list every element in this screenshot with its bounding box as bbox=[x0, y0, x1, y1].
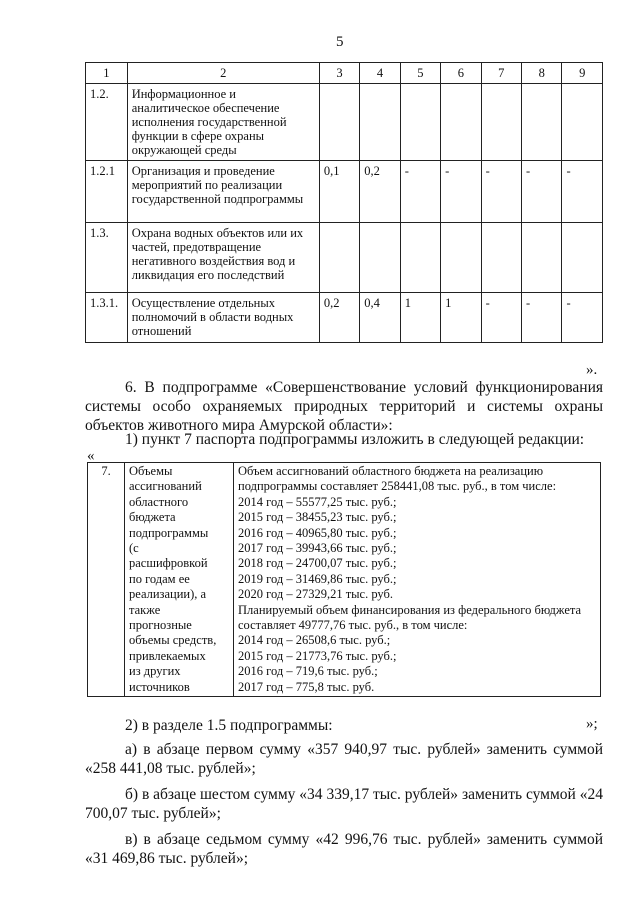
row-value bbox=[441, 84, 481, 161]
row-value: 0,2 bbox=[319, 293, 359, 343]
row-value bbox=[522, 223, 562, 293]
closing-quote: ». bbox=[586, 362, 598, 378]
item-name-line: расшифровкой bbox=[129, 556, 208, 571]
item-name-line: подпрограммы bbox=[129, 525, 209, 540]
item-b: б) в абзаце шестом сумму «34 339,17 тыс. рублей» заменить суммой «24 700,07 тыс. рублей»; bbox=[85, 786, 603, 822]
table-header-row bbox=[86, 63, 603, 84]
row-value bbox=[562, 84, 603, 161]
item-name-line: по годам ее bbox=[129, 571, 190, 586]
item-value-line: составляет 49777,76 тыс. руб., в том числе: bbox=[238, 618, 468, 633]
header-cell: 5 bbox=[400, 63, 440, 84]
item-name-line: реализации), а bbox=[129, 587, 207, 602]
row-value: - bbox=[522, 293, 562, 343]
program-indicators-table bbox=[85, 62, 603, 343]
row-value: - bbox=[400, 161, 440, 223]
row-value bbox=[360, 223, 400, 293]
item-value-line: 2015 год – 21773,76 тыс. руб.; bbox=[238, 648, 397, 663]
item-name-line: Объемы bbox=[129, 464, 173, 478]
item-name-line: объемы средств, bbox=[129, 633, 217, 648]
table-row bbox=[86, 293, 603, 343]
row-value: - bbox=[441, 161, 481, 223]
item-value-line: 2020 год – 27329,21 тыс. руб. bbox=[238, 587, 394, 602]
page-number: 5 bbox=[336, 34, 344, 50]
item-value-line: 2019 год – 31469,86 тыс. руб.; bbox=[238, 571, 397, 586]
row-number: 1.2.1 bbox=[86, 161, 128, 223]
item-value-line: 2015 год – 38455,23 тыс. руб.; bbox=[238, 510, 397, 525]
passport-item-table bbox=[87, 462, 601, 697]
item-name-line: ассигнований bbox=[129, 479, 202, 494]
header-cell: 3 bbox=[319, 63, 359, 84]
item-value-line: 2014 год – 26508,6 тыс. руб.; bbox=[238, 633, 391, 648]
table-row bbox=[88, 463, 601, 697]
row-value bbox=[562, 223, 603, 293]
row-value: - bbox=[481, 293, 521, 343]
item-name-cell bbox=[125, 463, 234, 697]
item-2: 2) в разделе 1.5 подпрограммы: bbox=[125, 717, 333, 734]
item-name-line: областного bbox=[129, 494, 189, 509]
row-number: 1.2. bbox=[86, 84, 128, 161]
row-value bbox=[522, 84, 562, 161]
item-value-line: Планируемый объем финансирования из федерального бюджета bbox=[238, 602, 582, 617]
item-1: 1) пункт 7 паспорта подпрограммы изложить в следующей редакции: bbox=[125, 431, 585, 448]
header-cell: 2 bbox=[127, 63, 319, 84]
paragraph-6: 6. В подпрограмме «Совершенствование условий функционирования системы особо охраняемых природных территорий и системы охраны объектов животного мира Амурской области»: bbox=[85, 379, 603, 434]
header-cell: 6 bbox=[441, 63, 481, 84]
item-number: 7. bbox=[88, 463, 125, 697]
row-value bbox=[319, 84, 359, 161]
header-cell: 7 bbox=[481, 63, 521, 84]
item-value-line: 2016 год – 719,6 тыс. руб.; bbox=[238, 664, 378, 679]
header-cell: 4 bbox=[360, 63, 400, 84]
closing-quote: »; bbox=[586, 716, 598, 732]
row-name: Организация и проведение мероприятий по реализации государственной подпрограммы bbox=[127, 161, 319, 223]
row-name: Осуществление отдельных полномочий в области водных отношений bbox=[127, 293, 319, 343]
item-name-line: источников bbox=[129, 679, 190, 694]
item-value-line: 2017 год – 775,8 тыс. руб. bbox=[238, 679, 375, 694]
row-value bbox=[400, 84, 440, 161]
row-value: - bbox=[481, 161, 521, 223]
row-value: - bbox=[562, 161, 603, 223]
row-number: 1.3. bbox=[86, 223, 128, 293]
item-name-line: также bbox=[129, 602, 161, 617]
item-value-line: подпрограммы составляет 258441,08 тыс. руб., в том числе: bbox=[238, 479, 557, 494]
header-cell: 8 bbox=[522, 63, 562, 84]
item-a: а) в абзаце первом сумму «357 940,97 тыс. рублей» заменить суммой «258 441,08 тыс. рублей»; bbox=[85, 741, 603, 777]
table-row bbox=[86, 84, 603, 161]
opening-quote: « bbox=[87, 448, 95, 464]
row-value bbox=[481, 223, 521, 293]
item-value-line: 2018 год – 24700,07 тыс. руб.; bbox=[238, 556, 397, 571]
item-name-line: бюджета bbox=[129, 510, 176, 525]
header-cell: 9 bbox=[562, 63, 603, 84]
row-value: 1 bbox=[441, 293, 481, 343]
row-value bbox=[481, 84, 521, 161]
row-value: 0,1 bbox=[319, 161, 359, 223]
item-value-line: Объем ассигнований областного бюджета на реализацию bbox=[238, 464, 544, 478]
table-row bbox=[86, 161, 603, 223]
row-value: - bbox=[562, 293, 603, 343]
item-value-line: 2017 год – 39943,66 тыс. руб.; bbox=[238, 541, 397, 556]
row-value: - bbox=[522, 161, 562, 223]
item-name-line: прогнозные bbox=[129, 618, 192, 633]
row-value bbox=[441, 223, 481, 293]
header-cell: 1 bbox=[86, 63, 128, 84]
row-value: 0,4 bbox=[360, 293, 400, 343]
item-value-cell bbox=[234, 463, 601, 697]
item-value-line: 2014 год – 55577,25 тыс. руб.; bbox=[238, 494, 397, 509]
item-c: в) в абзаце седьмом сумму «42 996,76 тыс. рублей» заменить суммой «31 469,86 тыс. рублей»; bbox=[85, 831, 603, 867]
row-value bbox=[360, 84, 400, 161]
row-name: Охрана водных объектов или их частей, предотвращение негативного воздействия вод и ликвидация его последствий bbox=[127, 223, 319, 293]
item-name-line: из других bbox=[129, 664, 181, 679]
row-value bbox=[400, 223, 440, 293]
row-value: 1 bbox=[400, 293, 440, 343]
item-name-line: привлекаемых bbox=[129, 648, 206, 663]
row-value: 0,2 bbox=[360, 161, 400, 223]
row-name: Информационное и аналитическое обеспечение исполнения государственной функции в сфере охраны окружающей среды bbox=[127, 84, 319, 161]
row-number: 1.3.1. bbox=[86, 293, 128, 343]
row-value bbox=[319, 223, 359, 293]
item-name-line: (с bbox=[129, 541, 139, 556]
item-value-line: 2016 год – 40965,80 тыс. руб.; bbox=[238, 525, 397, 540]
table-row bbox=[86, 223, 603, 293]
